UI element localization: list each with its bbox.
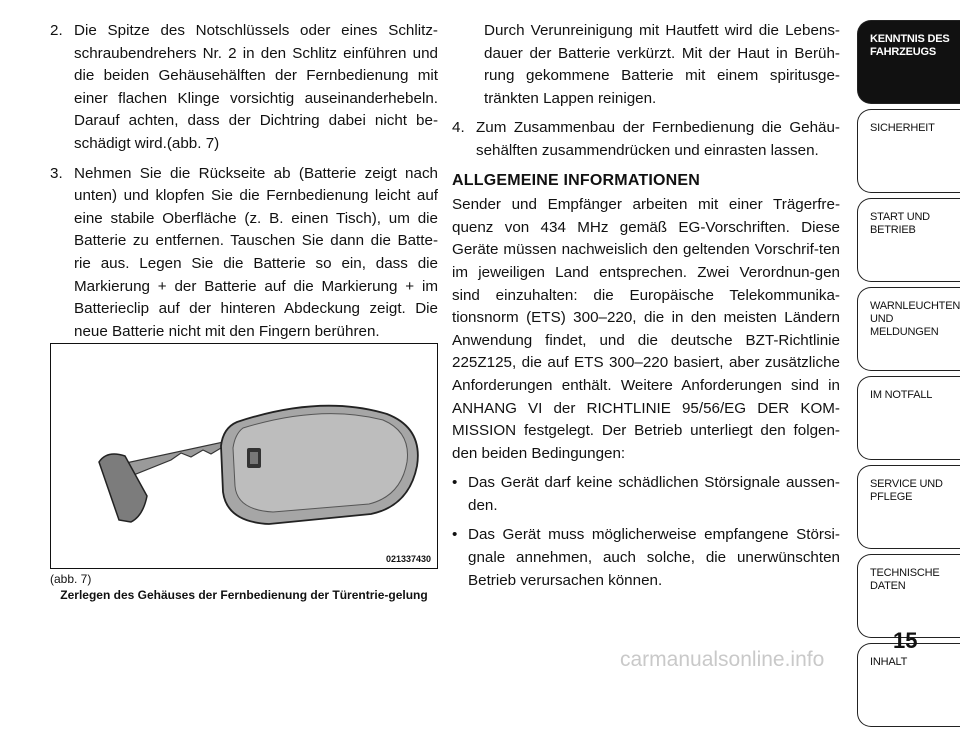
left-column bbox=[50, 20, 438, 350]
figure-code: 021337430 bbox=[385, 554, 431, 564]
tab-start-und-betrieb[interactable]: START UND BETRIEB bbox=[857, 198, 960, 282]
figure-label: (abb. 7) bbox=[50, 572, 92, 586]
list-number: 4. bbox=[452, 119, 465, 137]
list-text: Nehmen Sie die Rückseite ab (Batterie zeigt nach unten) und klopfen Sie die Fernbedienung leicht auf eine stabile Oberfläche (z. B. einen Tisch), um die Batterie zu entfernen. Tauschen Sie dann die Batte-rie aus. Legen Sie die Batterie so ein, dass die Markierung + der Batterie auf die Markierung + im Batterieclip auf der hinteren Abdeckung zeigt. Die neue Batterie nicht mit den Fingern berühren. bbox=[74, 164, 438, 340]
section-paragraph: Sender und Empfänger arbeiten mit einer Trägerfre-quenz von 434 MHz gemäß EG-Vorschriften. Diese Geräte müssen nachweislich den geltenden Vorschrif-ten im jeweiligen Land entsprechen. Zwei Verordnun-gen sind einzuhalten: die Europäische Telekommunika-tionsnorm (ETS) 300–220, die in den meisten Ländern Anwendung findet, und die deutsche BZT-Richtlinie 225Z125, die auf ETS 300–220 basiert, aber zusätzliche Anforderungen enthält. Weitere Anforderungen sind in ANHANG VI der RICHTLINIE 95/56/EG DER KOM-MISSION festgelegt. Der Betrieb unterliegt den folgen-den beiden Bedingungen: bbox=[452, 196, 840, 462]
watermark: carmanualsonline.info bbox=[620, 648, 825, 671]
bullet-item bbox=[452, 472, 840, 517]
figure-caption: Zerlegen des Gehäuses der Fernbedienung der Türentrie-gelung bbox=[60, 588, 428, 602]
list-text: Zum Zusammenbau der Fernbedienung die Gehäu-sehälften zusammendrücken und einrasten lassen. bbox=[476, 119, 840, 159]
tab-inhalt[interactable]: INHALT bbox=[857, 643, 960, 727]
bullet-mark: • bbox=[452, 526, 458, 544]
bullet-text: Das Gerät darf keine schädlichen Störsignale aussen-den. bbox=[468, 474, 840, 514]
key-fob-illustration bbox=[51, 344, 437, 568]
tab-kenntnis-des-fahrzeugs[interactable]: KENNTNIS DES FAHRZEUGS bbox=[857, 20, 960, 104]
continuation-text: Durch Verunreinigung mit Hautfett wird die Lebens-dauer der Batterie verkürzt. Mit der Haut in Berüh-rung gekommene Batterie mit einem spiritusge-tränkten Lappen reinigen. bbox=[484, 22, 840, 107]
list-number: 3. bbox=[50, 164, 63, 182]
list-text: Die Spitze des Notschlüssels oder eines Schlitz-schraubendrehers Nr. 2 in den Schlitz einführen und die beiden Gehäusehälften der Fernbedienung mit einer flachen Klinge vorsichtig auseinanderhebeln. Darauf achten, dass der Dichtring dabei nicht be-schädigt wird.(abb. 7) bbox=[74, 22, 438, 152]
bullet-mark: • bbox=[452, 474, 458, 492]
bullet-item bbox=[452, 524, 840, 592]
chapter-tabs bbox=[857, 20, 960, 732]
list-item-2 bbox=[50, 20, 438, 156]
tab-warnleuchten[interactable]: WARNLEUCHTEN UND MELDUNGEN bbox=[857, 287, 960, 371]
bullet-text: Das Gerät muss möglicherweise empfangene Störsi-gnale annehmen, auch solche, die unerwünschten Betrieb verursachen können. bbox=[468, 526, 840, 589]
section-heading: ALLGEMEINE INFORMATIONEN bbox=[452, 171, 701, 189]
right-column bbox=[452, 20, 840, 599]
list-number: 2. bbox=[50, 22, 63, 39]
tab-im-notfall[interactable]: IM NOTFALL bbox=[857, 376, 960, 460]
list-item-4 bbox=[452, 117, 840, 162]
tab-service-und-pflege[interactable]: SERVICE UND PFLEGE bbox=[857, 465, 960, 549]
list-item-3 bbox=[50, 163, 438, 344]
key-fob-figure bbox=[50, 343, 438, 569]
tab-sicherheit[interactable]: SICHERHEIT bbox=[857, 109, 960, 193]
page-number: 15 bbox=[893, 628, 918, 653]
tab-technische-daten[interactable]: TECHNISCHE DATEN bbox=[857, 554, 960, 638]
